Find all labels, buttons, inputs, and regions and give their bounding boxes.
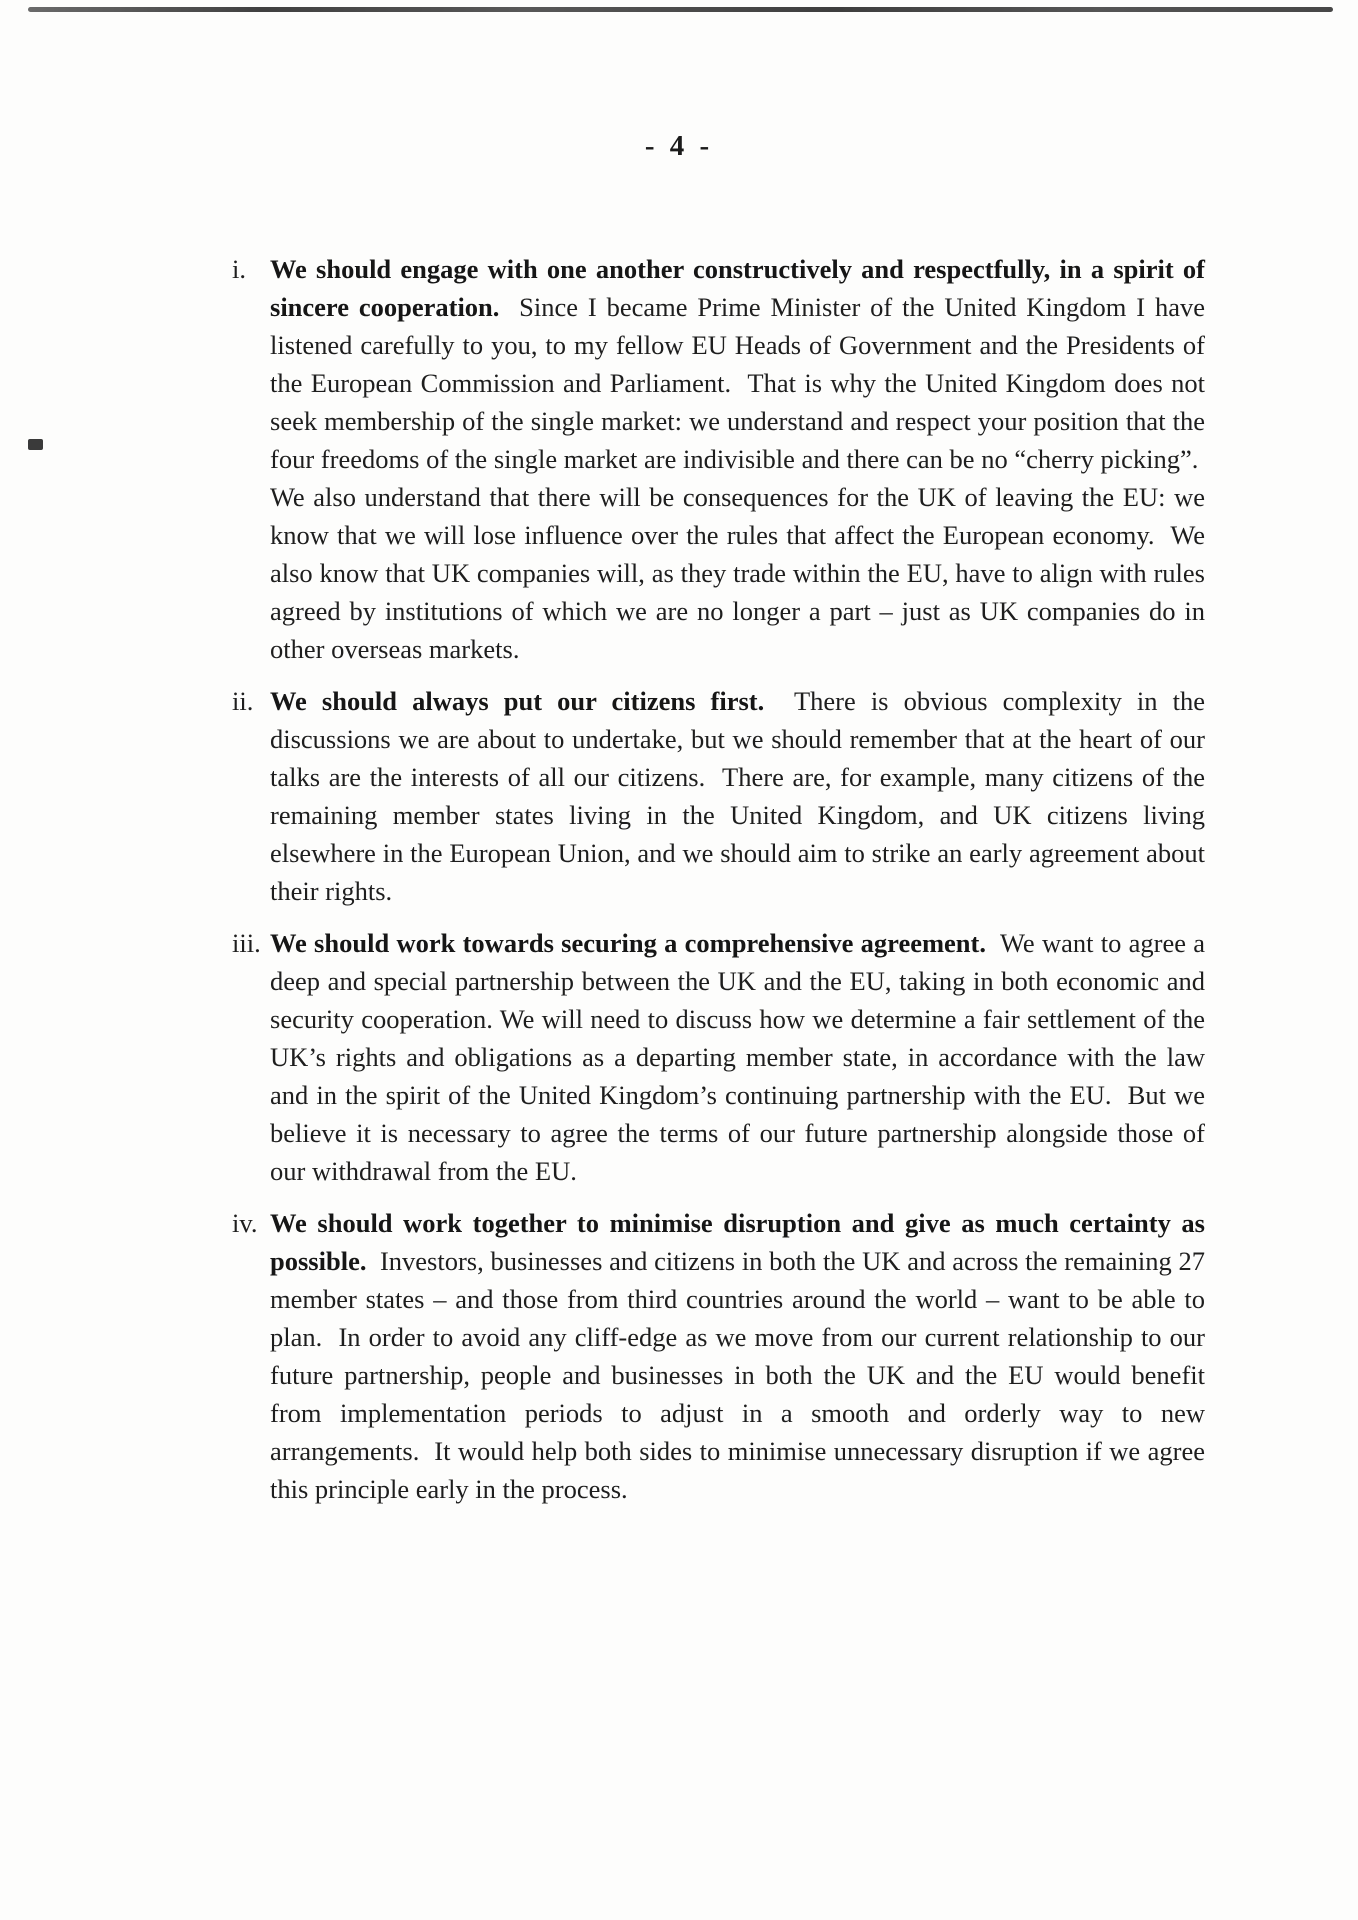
item-marker: i.	[232, 254, 246, 284]
item-lead-sentence: We should work together to minimise disruption and give as much certainty as possible.	[270, 1208, 1205, 1276]
item-body-text: Since I became Prime Minister of the United Kingdom I have listened carefully to you, to my fellow EU Heads of Government and the Presidents of the European Commission and Parliament. That is why the United Kingdom does not seek membership of the single market: we understand and respect your position that the four freedoms of the single market are indivisible and there can be no “cherry picking”. We also understand that there will be consequences for the UK of leaving the EU: we know that we will lose influence over the rules that affect the European economy. We also know that UK companies will, as they trade within the EU, have to align with rules agreed by institutions of which we are no longer a part – just as UK companies do in other overseas markets.	[270, 292, 1205, 664]
item-lead-sentence: We should work towards securing a comprehensive agreement.	[270, 928, 986, 958]
scan-edge-line	[28, 7, 1333, 12]
item-lead-sentence: We should engage with one another constructively and respectfully, in a spirit of sincere cooperation.	[270, 254, 1205, 322]
list-item-i	[232, 250, 1205, 668]
item-marker: iii.	[232, 928, 261, 958]
item-body-text: We want to agree a deep and special partnership between the UK and the EU, taking in both economic and security cooperation. We will need to discuss how we determine a fair settlement of the UK’s rights and obligations as a departing member state, in accordance with the law and in the spirit of the United Kingdom’s continuing partnership with the EU. But we believe it is necessary to agree the terms of our future partnership alongside those of our withdrawal from the EU.	[270, 928, 1205, 1186]
item-body-text: There is obvious complexity in the discussions we are about to undertake, but we should remember that at the heart of our talks are the interests of all our citizens. There are, for example, many citizens of the remaining member states living in the United Kingdom, and UK citizens living elsewhere in the European Union, and we should aim to strike an early agreement about their rights.	[270, 686, 1205, 906]
item-marker: iv.	[232, 1208, 258, 1238]
item-body-text: Investors, businesses and citizens in both the UK and across the remaining 27 member states – and those from third countries around the world – want to be able to plan. In order to avoid any cliff-edge as we move from our current relationship to our future partnership, people and businesses in both the UK and the EU would benefit from implementation periods to adjust in a smooth and orderly way to new arrangements. It would help both sides to minimise unnecessary disruption if we agree this principle early in the process.	[270, 1246, 1205, 1504]
numbered-points-list	[232, 250, 1205, 1522]
page-number: - 4 -	[644, 130, 714, 162]
list-item-ii	[232, 682, 1205, 910]
scan-artifact-mark	[28, 439, 43, 450]
item-lead-sentence: We should always put our citizens first.	[270, 686, 765, 716]
item-marker: ii.	[232, 686, 254, 716]
list-item-iv	[232, 1204, 1205, 1508]
list-item-iii	[232, 924, 1205, 1190]
